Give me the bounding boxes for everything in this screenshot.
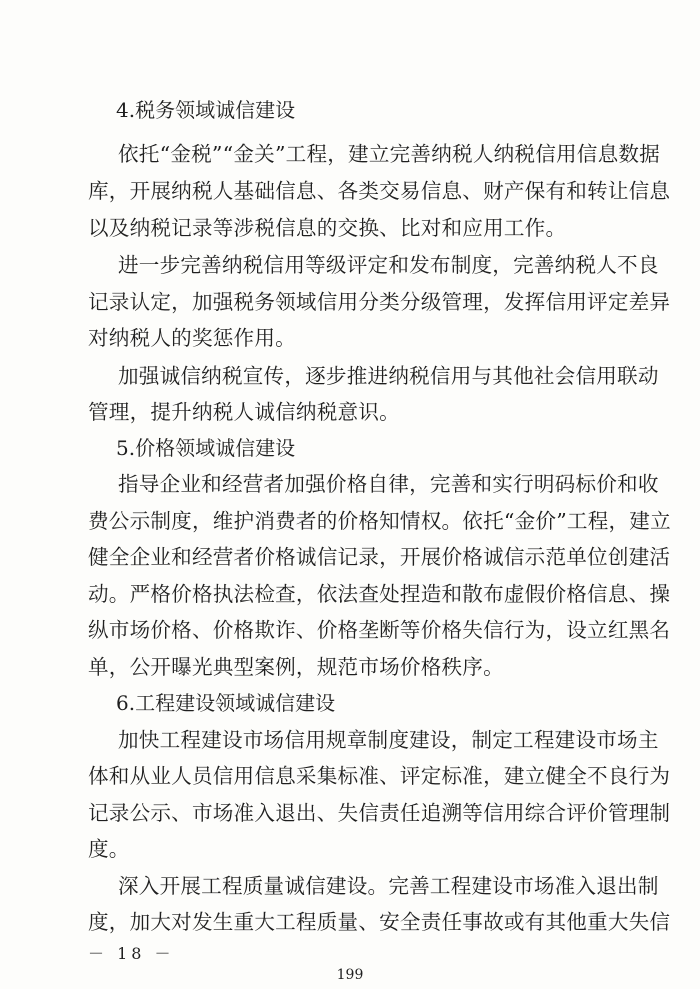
text-line: 对纳税人的奖惩作用。 (88, 326, 296, 350)
text-line: 纵市场价格、价格欺诈、价格垄断等价格失信行为，设立红黑名 (88, 618, 671, 642)
text-line: 健全企业和经营者价格诚信记录，开展价格诚信示范单位创建活 (88, 545, 671, 569)
text-line: 动。严格价格执法检查，依法查处捏造和散布虚假价格信息、操 (88, 582, 671, 606)
heading-tax: 4.税务领域诚信建设 (116, 98, 296, 122)
heading-price: 5.价格领域诚信建设 (116, 436, 296, 460)
text-line: 进一步完善纳税信用等级评定和发布制度，完善纳税人不良 (118, 253, 659, 277)
sequence-number: 199 (336, 967, 364, 983)
text-line: 记录公示、市场准入退出、失信责任追溯等信用综合评价管理制 (88, 801, 671, 825)
text-line: 体和从业人员信用信息采集标准、评定标准，建立健全不良行为 (88, 764, 671, 788)
text-line: 度，加大对发生重大工程质量、安全责任事故或有其他重大失信 (88, 910, 671, 934)
text-line: 加快工程建设市场信用规章制度建设，制定工程建设市场主 (118, 728, 659, 752)
text-line: 以及纳税记录等涉税信息的交换、比对和应用工作。 (88, 216, 567, 240)
heading-construction: 6.工程建设领域诚信建设 (116, 691, 336, 715)
text-line: 记录认定，加强税务领域信用分类分级管理，发挥信用评定差异 (88, 290, 671, 314)
text-line: 依托“金税”“金关”工程，建立完善纳税人纳税信用信息数据 (118, 142, 660, 166)
text-line: 费公示制度，维护消费者的价格知情权。依托“金价”工程，建立 (88, 509, 671, 533)
text-line: 库，开展纳税人基础信息、各类交易信息、财产保有和转让信息 (88, 179, 671, 203)
page-label: － 18 － (88, 944, 175, 963)
text-line: 深入开展工程质量诚信建设。完善工程建设市场准入退出制 (118, 874, 659, 898)
text-line: 单，公开曝光典型案例，规范市场价格秩序。 (88, 655, 504, 679)
text-line: 指导企业和经营者加强价格自律，完善和实行明码标价和收 (118, 472, 659, 496)
text-line: 度。 (88, 837, 130, 861)
text-line: 加强诚信纳税宣传，逐步推进纳税信用与其他社会信用联动 (118, 364, 659, 388)
text-line: 管理，提升纳税人诚信纳税意识。 (88, 400, 400, 424)
